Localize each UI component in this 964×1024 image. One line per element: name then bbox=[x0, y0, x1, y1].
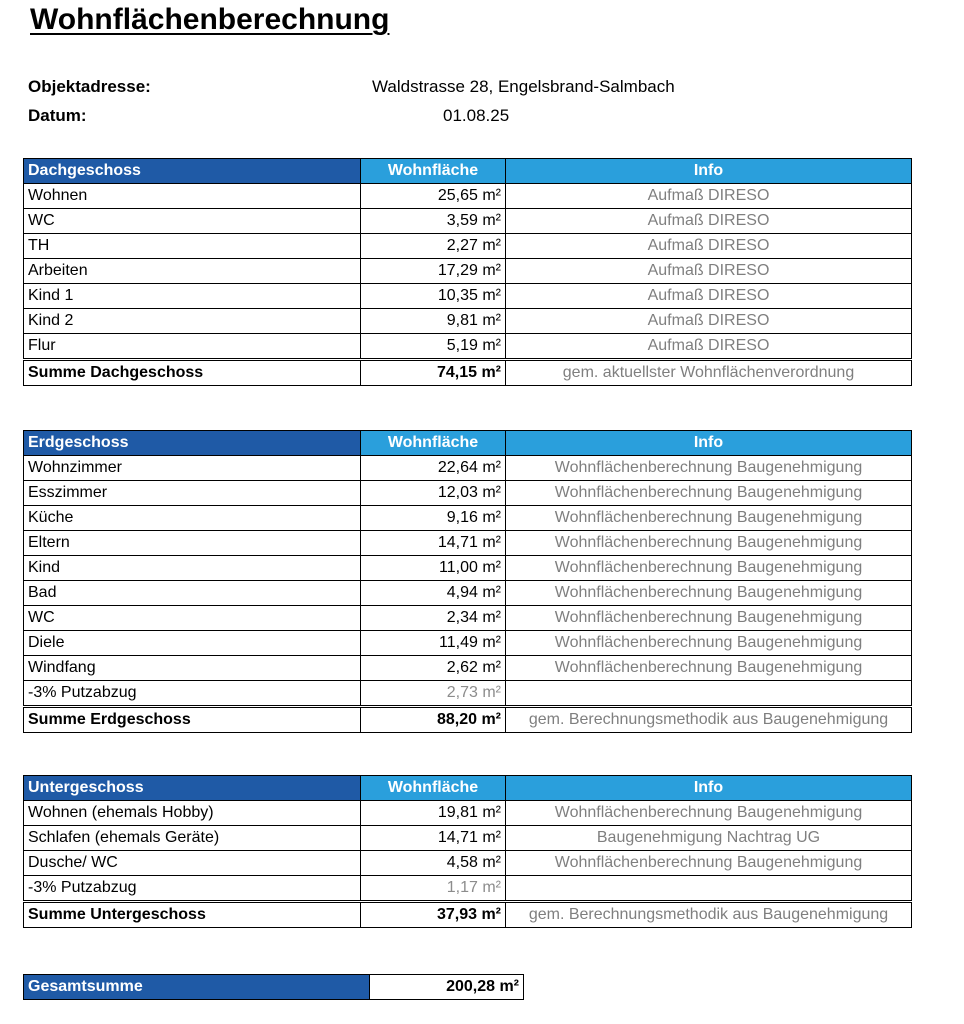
table-row bbox=[24, 876, 912, 902]
table-row bbox=[24, 531, 912, 556]
room-info: Wohnflächenberechnung Baugenehmigung bbox=[506, 606, 912, 631]
sum-area: 37,93 m² bbox=[361, 902, 506, 928]
room-info: Aufmaß DIRESO bbox=[506, 209, 912, 234]
room-area: 11,00 m² bbox=[361, 556, 506, 581]
room-area: 25,65 m² bbox=[361, 184, 506, 209]
room-area: 12,03 m² bbox=[361, 481, 506, 506]
table-header-row bbox=[24, 159, 912, 184]
room-name: Wohnzimmer bbox=[24, 456, 361, 481]
sum-row bbox=[24, 707, 912, 733]
room-info: Aufmaß DIRESO bbox=[506, 234, 912, 259]
room-info: Wohnflächenberechnung Baugenehmigung bbox=[506, 851, 912, 876]
table-row bbox=[24, 656, 912, 681]
room-info: Wohnflächenberechnung Baugenehmigung bbox=[506, 481, 912, 506]
room-area: 17,29 m² bbox=[361, 259, 506, 284]
table-header-row bbox=[24, 431, 912, 456]
room-info: Wohnflächenberechnung Baugenehmigung bbox=[506, 556, 912, 581]
room-area: 5,19 m² bbox=[361, 334, 506, 360]
table-row bbox=[24, 556, 912, 581]
table-row bbox=[24, 851, 912, 876]
table-row bbox=[24, 631, 912, 656]
section-title: Erdgeschoss bbox=[24, 431, 361, 456]
room-name: Wohnen bbox=[24, 184, 361, 209]
room-area: 10,35 m² bbox=[361, 284, 506, 309]
table-untergeschoss bbox=[23, 775, 912, 928]
table-row bbox=[24, 284, 912, 309]
room-name: Schlafen (ehemals Geräte) bbox=[24, 826, 361, 851]
sum-area: 74,15 m² bbox=[361, 360, 506, 386]
room-name: Küche bbox=[24, 506, 361, 531]
table-row bbox=[24, 681, 912, 707]
room-area: 4,94 m² bbox=[361, 581, 506, 606]
sum-label: Summe Dachgeschoss bbox=[24, 360, 361, 386]
room-info: Aufmaß DIRESO bbox=[506, 259, 912, 284]
room-info: Wohnflächenberechnung Baugenehmigung bbox=[506, 506, 912, 531]
room-name: Kind 1 bbox=[24, 284, 361, 309]
room-area: 9,81 m² bbox=[361, 309, 506, 334]
room-area: 11,49 m² bbox=[361, 631, 506, 656]
section-title: Untergeschoss bbox=[24, 776, 361, 801]
room-name: WC bbox=[24, 209, 361, 234]
room-info: Wohnflächenberechnung Baugenehmigung bbox=[506, 581, 912, 606]
column-header-area: Wohnfläche bbox=[361, 159, 506, 184]
table-dachgeschoss bbox=[23, 158, 912, 386]
address-label: Objektadresse: bbox=[28, 77, 151, 96]
room-area: 2,34 m² bbox=[361, 606, 506, 631]
room-area: 2,73 m² bbox=[361, 681, 506, 707]
room-info: Aufmaß DIRESO bbox=[506, 309, 912, 334]
column-header-area: Wohnfläche bbox=[361, 776, 506, 801]
table-row bbox=[24, 209, 912, 234]
table-header-row bbox=[24, 776, 912, 801]
sum-label: Summe Untergeschoss bbox=[24, 902, 361, 928]
room-name: TH bbox=[24, 234, 361, 259]
section-title: Dachgeschoss bbox=[24, 159, 361, 184]
room-name: Esszimmer bbox=[24, 481, 361, 506]
table-row bbox=[24, 606, 912, 631]
room-area: 14,71 m² bbox=[361, 826, 506, 851]
room-area: 2,27 m² bbox=[361, 234, 506, 259]
table-row bbox=[24, 581, 912, 606]
sum-info: gem. aktuellster Wohnflächenverordnung bbox=[506, 360, 912, 386]
total-row bbox=[24, 975, 524, 1000]
table-row bbox=[24, 456, 912, 481]
room-info: Aufmaß DIRESO bbox=[506, 284, 912, 309]
room-name: -3% Putzabzug bbox=[24, 876, 361, 902]
date-label: Datum: bbox=[28, 106, 87, 125]
room-name: Kind 2 bbox=[24, 309, 361, 334]
table-erdgeschoss bbox=[23, 430, 912, 733]
room-area: 19,81 m² bbox=[361, 801, 506, 826]
room-area: 9,16 m² bbox=[361, 506, 506, 531]
page-title: Wohnflächenberechnung bbox=[30, 3, 390, 36]
room-name: WC bbox=[24, 606, 361, 631]
room-area: 22,64 m² bbox=[361, 456, 506, 481]
room-name: Dusche/ WC bbox=[24, 851, 361, 876]
address-value: Waldstrasse 28, Engelsbrand-Salmbach bbox=[372, 77, 675, 96]
room-info bbox=[506, 876, 912, 902]
total-label: Gesamtsumme bbox=[24, 975, 370, 1000]
table-row bbox=[24, 506, 912, 531]
room-info: Wohnflächenberechnung Baugenehmigung bbox=[506, 656, 912, 681]
table-row bbox=[24, 481, 912, 506]
total-value: 200,28 m² bbox=[370, 975, 524, 1000]
sum-label: Summe Erdgeschoss bbox=[24, 707, 361, 733]
room-info: Wohnflächenberechnung Baugenehmigung bbox=[506, 531, 912, 556]
table-total bbox=[23, 974, 524, 1000]
table-row bbox=[24, 234, 912, 259]
room-info bbox=[506, 681, 912, 707]
sum-area: 88,20 m² bbox=[361, 707, 506, 733]
room-area: 1,17 m² bbox=[361, 876, 506, 902]
column-header-info: Info bbox=[506, 431, 912, 456]
room-area: 4,58 m² bbox=[361, 851, 506, 876]
date-value: 01.08.25 bbox=[443, 106, 510, 125]
room-name: Arbeiten bbox=[24, 259, 361, 284]
sum-row bbox=[24, 360, 912, 386]
room-info: Aufmaß DIRESO bbox=[506, 184, 912, 209]
table-row bbox=[24, 826, 912, 851]
room-name: -3% Putzabzug bbox=[24, 681, 361, 707]
column-header-info: Info bbox=[506, 159, 912, 184]
room-info: Wohnflächenberechnung Baugenehmigung bbox=[506, 631, 912, 656]
column-header-area: Wohnfläche bbox=[361, 431, 506, 456]
room-name: Diele bbox=[24, 631, 361, 656]
table-row bbox=[24, 259, 912, 284]
sum-info: gem. Berechnungsmethodik aus Baugenehmigung bbox=[506, 902, 912, 928]
table-row bbox=[24, 801, 912, 826]
room-name: Wohnen (ehemals Hobby) bbox=[24, 801, 361, 826]
table-row bbox=[24, 184, 912, 209]
table-row bbox=[24, 309, 912, 334]
table-row bbox=[24, 334, 912, 360]
room-name: Flur bbox=[24, 334, 361, 360]
sum-info: gem. Berechnungsmethodik aus Baugenehmigung bbox=[506, 707, 912, 733]
room-name: Windfang bbox=[24, 656, 361, 681]
room-info: Wohnflächenberechnung Baugenehmigung bbox=[506, 456, 912, 481]
room-area: 2,62 m² bbox=[361, 656, 506, 681]
room-name: Eltern bbox=[24, 531, 361, 556]
sum-row bbox=[24, 902, 912, 928]
room-info: Aufmaß DIRESO bbox=[506, 334, 912, 360]
room-info: Wohnflächenberechnung Baugenehmigung bbox=[506, 801, 912, 826]
room-name: Bad bbox=[24, 581, 361, 606]
column-header-info: Info bbox=[506, 776, 912, 801]
room-name: Kind bbox=[24, 556, 361, 581]
room-area: 3,59 m² bbox=[361, 209, 506, 234]
room-info: Baugenehmigung Nachtrag UG bbox=[506, 826, 912, 851]
room-area: 14,71 m² bbox=[361, 531, 506, 556]
